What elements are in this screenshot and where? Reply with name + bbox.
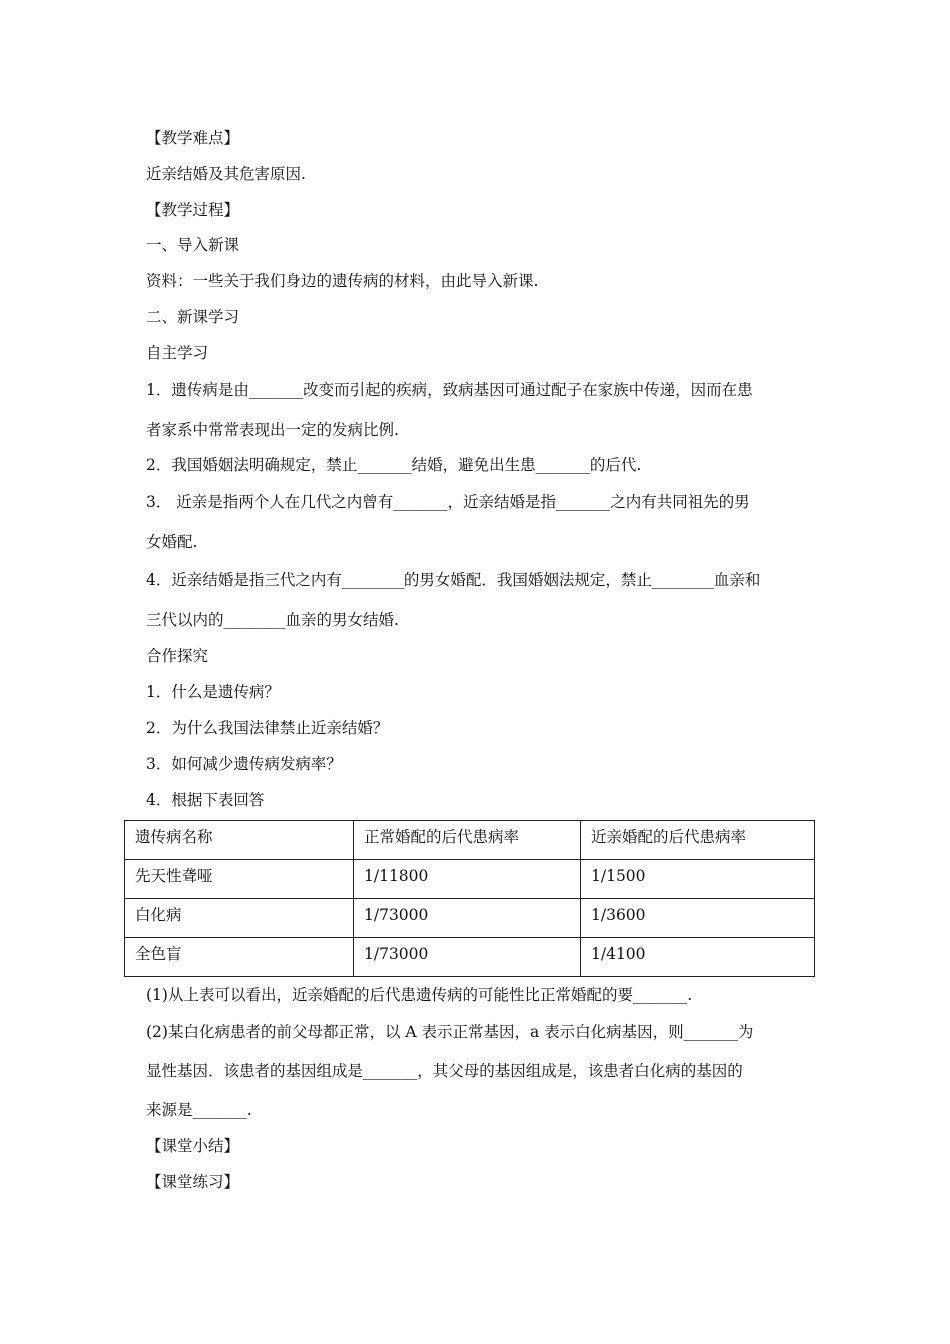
coop-question-3: 3．如何减少遗传病发病率？ — [146, 755, 342, 773]
table-header-row — [125, 821, 815, 860]
answer-2-line-2: 显性基因．该患者的基因组成是_______，其父母的基因组成是，该患者白化病的基因的 — [146, 1062, 743, 1080]
heading-teaching-difficulty: 【教学难点】 — [146, 129, 240, 147]
table-cell: 白化病 — [125, 899, 354, 938]
heading-class-practice: 【课堂练习】 — [146, 1173, 240, 1191]
cooperation-label: 合作探究 — [146, 647, 209, 665]
answer-1: (1)从上表可以看出，近亲婚配的后代患遗传病的可能性比正常婚配的要_______. — [146, 986, 693, 1004]
table-cell: 1/73000 — [354, 938, 581, 977]
self-study-label: 自主学习 — [146, 344, 209, 362]
answer-2-line-3: 来源是_______. — [146, 1101, 252, 1119]
table-cell: 全色盲 — [125, 938, 354, 977]
coop-question-1: 1．什么是遗传病？ — [146, 683, 280, 701]
table-cell: 1/11800 — [354, 860, 581, 899]
question-1-line-2: 者家系中常常表现出一定的发病比例. — [146, 421, 399, 439]
section-new-lesson: 二、新课学习 — [146, 308, 240, 326]
coop-question-2: 2．为什么我国法律禁止近亲结婚？ — [146, 719, 389, 737]
question-4-line-1: 4．近亲结婚是指三代之内有________的男女婚配．我国婚姻法规定，禁止________血亲和 — [146, 571, 761, 589]
table-row — [125, 860, 815, 899]
table-cell: 1/1500 — [581, 860, 815, 899]
question-4-line-2: 三代以内的________血亲的男女结婚. — [146, 611, 399, 629]
section-intro: 一、导入新课 — [146, 236, 240, 254]
table-cell: 1/73000 — [354, 899, 581, 938]
question-3-line-2: 女婚配. — [146, 533, 198, 551]
table-row — [125, 899, 815, 938]
table-cell: 先天性聋哑 — [125, 860, 354, 899]
table-header-cell: 正常婚配的后代患病率 — [354, 821, 581, 860]
answer-2-line-1: (2)某白化病患者的前父母都正常，以 A 表示正常基因，a 表示白化病基因，则_______为 — [146, 1023, 754, 1041]
question-2: 2．我国婚姻法明确规定，禁止_______结婚，避免出生患_______的后代. — [146, 456, 642, 474]
question-1-line-1: 1．遗传病是由_______改变而引起的疾病，致病基因可通过配子在家族中传递，因而在患 — [146, 381, 753, 399]
table-row — [125, 938, 815, 977]
heading-teaching-process: 【教学过程】 — [146, 201, 240, 219]
coop-question-4: 4．根据下表回答 — [146, 791, 265, 809]
disease-rate-table — [124, 820, 815, 977]
question-3-line-1: 3． 近亲是指两个人在几代之内曾有_______，近亲结婚是指_______之内有共同祖先的男 — [146, 493, 750, 511]
material-text: 资料：一些关于我们身边的遗传病的材料，由此导入新课. — [146, 272, 539, 290]
difficulty-text: 近亲结婚及其危害原因. — [146, 165, 306, 183]
table-header-cell: 近亲婚配的后代患病率 — [581, 821, 815, 860]
table-cell: 1/4100 — [581, 938, 815, 977]
table-header-cell: 遗传病名称 — [125, 821, 354, 860]
heading-class-summary: 【课堂小结】 — [146, 1137, 240, 1155]
table-cell: 1/3600 — [581, 899, 815, 938]
